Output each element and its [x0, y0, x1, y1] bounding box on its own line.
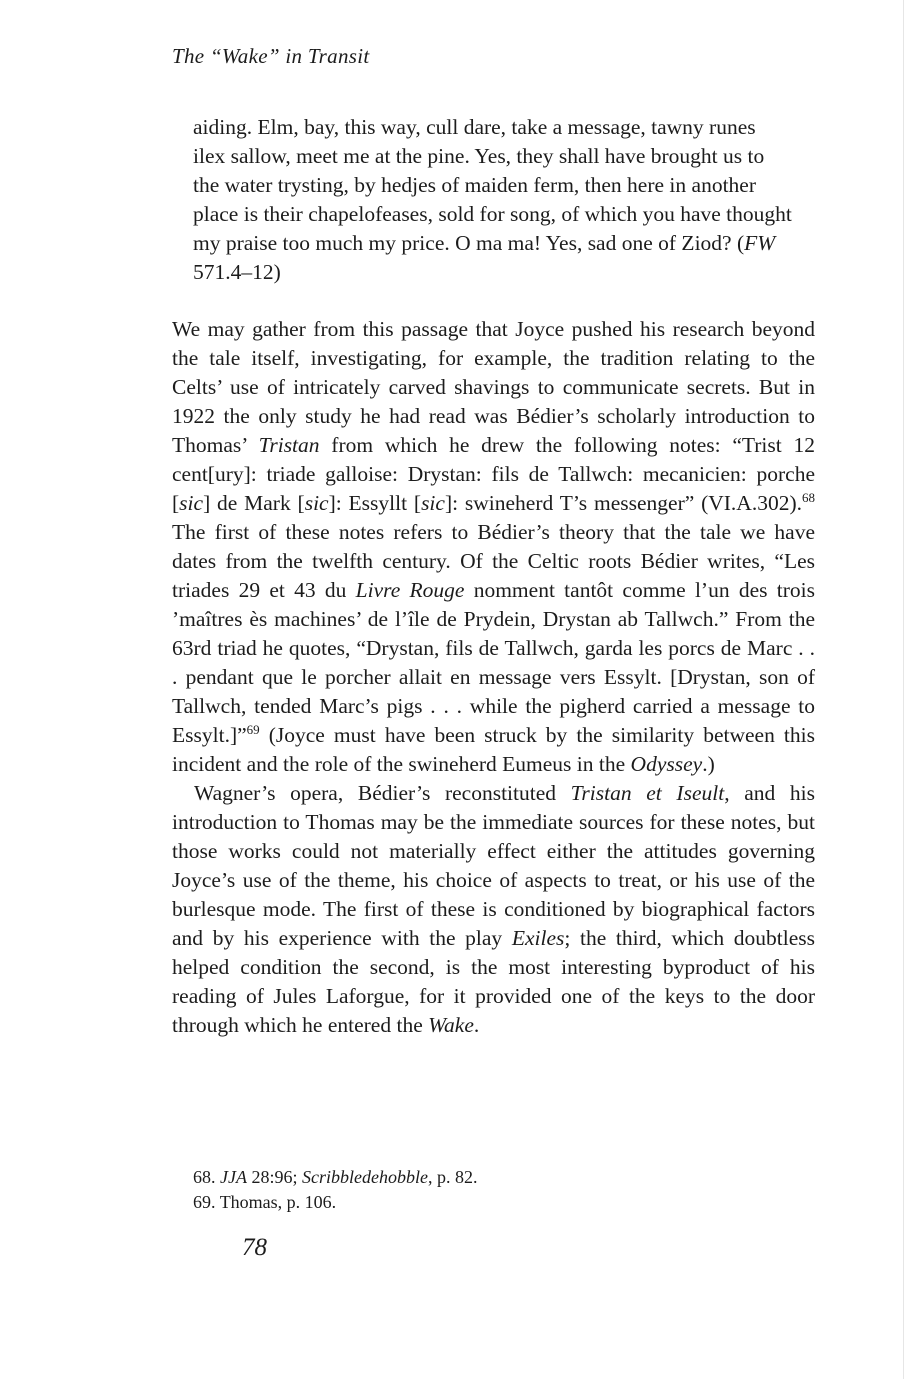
- p1-italic-odyssey: Odyssey: [630, 752, 703, 776]
- block-quote: [193, 113, 793, 287]
- quote-cite-title: FW: [744, 231, 776, 255]
- footnote-69: [193, 1190, 793, 1215]
- p2-text-1: Wagner’s opera, Bédier’s reconstituted: [194, 781, 571, 805]
- p1-italic-sic-2: sic: [304, 491, 329, 515]
- footnote-number: 68.: [193, 1167, 220, 1187]
- body-text: [172, 315, 815, 1040]
- p1-text-5: ]: swineherd T’s messenger” (VI.A.302).: [444, 491, 802, 515]
- footnote-italic-jja: JJA: [220, 1167, 247, 1187]
- paragraph-2: [172, 779, 815, 1040]
- p2-italic-tristan-et-iseult: Tristan et Iseult: [570, 781, 725, 805]
- p2-text-4: .: [473, 1013, 480, 1037]
- p1-text-7: nomment tantôt comme l’un des trois ’maîtres ès machines’ de l’île de Prydein, Drystan ab Tallwch.” From the 63rd triad he quotes, “Drystan, fils de Tallwch, garda les porcs de Marc . . . pendant que le porcher allait en message vers Essylt. [Drystan, son of Tallwch, tended Marc’s pigs . . . while the pigherd carried a message to Essylt.]”: [172, 578, 815, 747]
- p2-text-2: , and his introduction to Thomas may be the immediate sources for these notes, but those works could not materially effect either the attitudes governing Joyce’s use of the theme, his choice of aspects to treat, or his use of the burlesque mode. The first of these is conditioned by biographical factors and by his experience with the play: [172, 781, 815, 950]
- paragraph-1: [172, 315, 815, 779]
- footnote-text: , p. 82.: [427, 1167, 478, 1187]
- p1-text-9: .): [702, 752, 715, 776]
- p1-italic-sic-1: sic: [179, 491, 204, 515]
- p1-text-6: The first of these notes refers to Bédier’s theory that the tale we have dates from the twelfth century. Of the Celtic roots Bédier writes, “Les triades 29 et 43 du: [172, 520, 815, 602]
- p2-italic-wake: Wake: [428, 1013, 474, 1037]
- running-head: The “Wake” in Transit: [172, 44, 370, 68]
- quote-cite-ref: 571.4–12): [193, 260, 281, 284]
- p2-italic-exiles: Exiles: [511, 926, 565, 950]
- p2-text-3: ; the third, which doubtless helped condition the second, is the most interesting byproduct of his reading of Jules Laforgue, for it provided one of the keys to the door through which he entered the: [172, 926, 815, 1037]
- p1-text-4: ]: Essyllt [: [328, 491, 422, 515]
- page-edge-line: [903, 0, 904, 1379]
- p1-text-8: (Joyce must have been struck by the similarity between this incident and the role of the swineherd Eumeus in the: [172, 723, 815, 776]
- p1-italic-tristan: Tristan: [258, 433, 320, 457]
- footnote-ref-68: 68: [802, 490, 815, 505]
- p1-text-1: We may gather from this passage that Joyce pushed his research beyond the tale itself, investigating, for example, the tradition relating to the Celts’ use of intricately carved shavings to communicate secrets. But in 1922 the only study he had read was Bédier’s scholarly introduction to Thomas’: [172, 317, 815, 457]
- footnote-68: [193, 1165, 793, 1190]
- p1-text-2: from which he drew the following notes: “Trist 12 cent[ury]: triade galloise: Drystan: fils de Tallwch: mecanicien: porche [: [172, 433, 815, 515]
- footnote-italic-scribbledehobble: Scribbledehobble: [302, 1167, 428, 1187]
- footnote-text: 28:96;: [246, 1167, 302, 1187]
- footnotes: [193, 1165, 793, 1215]
- quote-text: aiding. Elm, bay, this way, cull dare, take a message, tawny runes ilex sallow, meet me at the pine. Yes, they shall have brought us to the water trysting, by hedjes of maiden ferm, then here in another place is their chapelofeases, sold for song, of which you have thought my praise too much my price. O ma ma! Yes, sad one of Ziod? (: [193, 115, 792, 255]
- page-number: 78: [242, 1234, 267, 1261]
- p1-italic-sic-3: sic: [421, 491, 445, 515]
- p1-text-3: ] de Mark [: [203, 491, 305, 515]
- footnote-text: Thomas, p. 106.: [219, 1192, 337, 1212]
- footnote-ref-69: 69: [246, 722, 260, 737]
- p1-italic-livre-rouge: Livre Rouge: [355, 578, 465, 602]
- footnote-number: 69.: [193, 1192, 220, 1212]
